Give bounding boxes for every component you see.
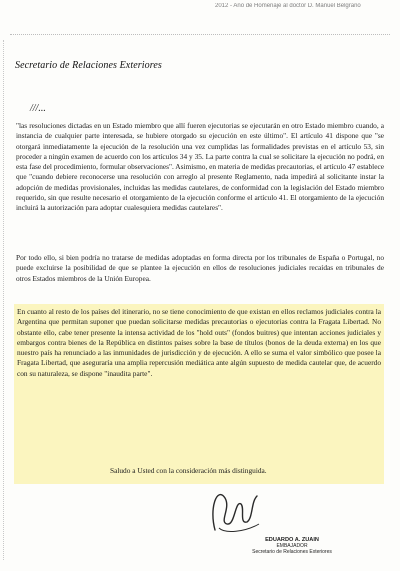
signatory-name: EDUARDO A. ZUAIN — [265, 537, 319, 543]
paragraph-articles: "las resoluciones dictadas en un Estado miembro que allí fueren ejecutorias se ejecutarán en otro Estado miembro cuando, a instancia de cualquier parte interesada, se hubiere otorgado su ejecución en este último". El artículo 41 dispone que "se otorgará inmediatamente la ejecución de la resolución una vez cumplidas las formalidades previstas en el artículo 53, sin proceder a ningún examen de acuerdo con los artículos 34 y 35. La parte contra la cual se solicitare la ejecución no podrá, en esta fase del procedimiento, formular observaciones". Asimismo, en materia de medidas precautorias, el artículo 47 establece que "cuando debiere reconocerse una resolución con arreglo al presente Reglamento, nada impedirá al solicitante instar la adopción de medidas provisionales, incluidas las medidas cautelares, de conformidad con la legislación del Estado miembro requerido, sin que resulte necesario el otorgamiento de la ejecución conforme el artículo 41. El otorgamiento de la ejecución incluirá la autorización para adoptar cualesquiera medidas cautelares". — [16, 121, 384, 213]
left-margin-line — [3, 40, 4, 560]
highlighted-paragraph — [14, 304, 384, 484]
reference-mark: ///... — [30, 103, 46, 114]
highlighted-paragraph-text: En cuanto al resto de los países del itinerario, no se tiene conocimiento de que existan en ellos reclamos judiciales contra la Argentina que permitan suponer que puedan solicitarse medidas precautorias o ejecutorias contra la Fragata Libertad. No obstante ello, cabe tener presente la intensa actividad de los "hold outs" (fondos buitres) que intentan acciones judiciales y embargos contra bienes de la República en distintos países sobre la base de títulos (bonos de la deuda externa) en los que nuestro país ha renunciado a las inmunidades de jurisdicción y de ejecución. A ello se suma el valor simbólico que posee la Fragata Libertad, que aseguraría una amplia repercusión mediática ante algún supuesto de medida cautelar que, de acuerdo con su naturaleza, se dispone "inaudita parte". — [17, 307, 381, 378]
handwritten-signature — [205, 478, 265, 536]
signatory-title: EMBAJADOR — [276, 543, 308, 549]
page-topline: 2012 - Año de Homenaje al doctor D. Manuel Belgrano — [215, 3, 361, 9]
letterhead: Secretario de Relaciones Exteriores — [15, 60, 162, 71]
paragraph-tribunals: Por todo ello, si bien podría no tratarse de medidas adoptadas en forma directa por los tribunales de España o Portugal, no puede excluirse la posibilidad de que se plantee la ejecución en ellos de resoluciones judiciales recaídas en tribunales de otros Estados miembros de la Unión Europea. — [16, 253, 384, 283]
closing-salutation: Saludo a Usted con la consideración más distinguida. — [110, 466, 267, 475]
signatory-role: Secretario de Relaciones Exteriores — [252, 549, 332, 555]
top-divider — [10, 34, 390, 35]
signature-block — [232, 537, 352, 555]
